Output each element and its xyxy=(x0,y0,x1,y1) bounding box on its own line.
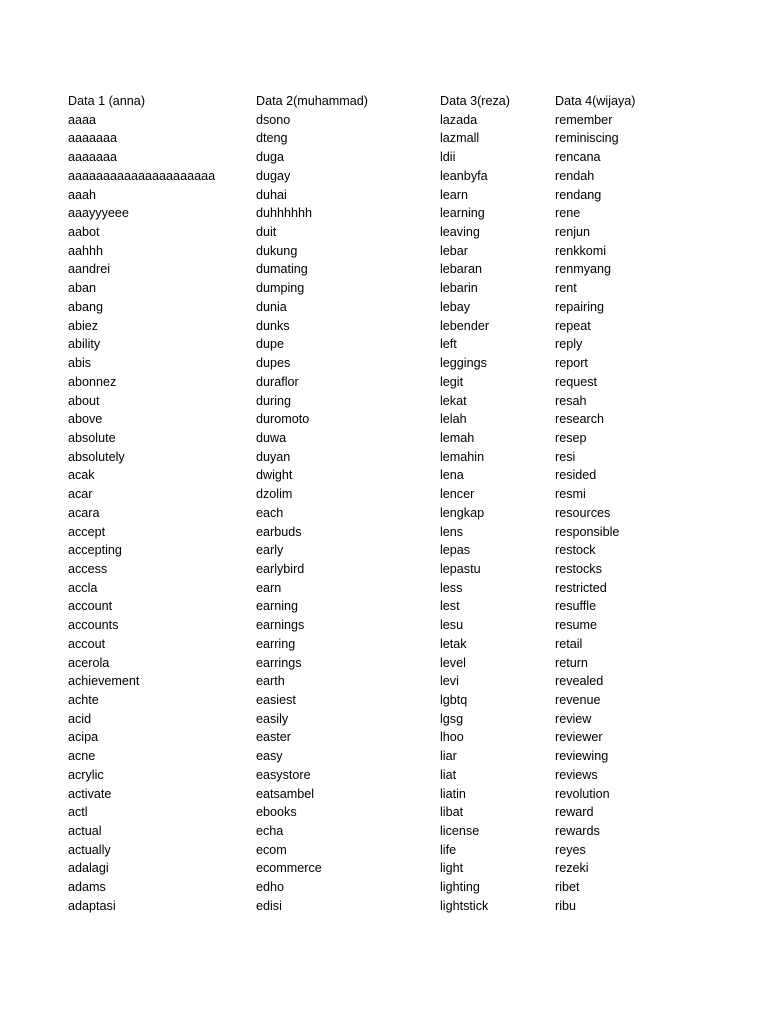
word-cell: lena xyxy=(440,468,464,483)
word-cell: left xyxy=(440,337,457,352)
word-cell: accounts xyxy=(68,618,119,633)
word-cell: duromoto xyxy=(256,412,310,427)
word-cell: ecommerce xyxy=(256,861,322,876)
word-cell: resume xyxy=(555,618,597,633)
word-cell: rezeki xyxy=(555,861,589,876)
word-cell: abang xyxy=(68,299,104,314)
word-cell: lazmall xyxy=(440,131,480,146)
word-cell: dwight xyxy=(256,468,293,483)
word-cell: acara xyxy=(68,505,100,520)
word-cell: dzolim xyxy=(256,487,293,502)
word-cell: rendah xyxy=(555,168,595,183)
word-cell: remember xyxy=(555,112,613,127)
word-cell: acrylic xyxy=(68,767,104,782)
word-cell: leanbyfa xyxy=(440,168,488,183)
word-cell: dumating xyxy=(256,262,308,277)
word-cell: aandrei xyxy=(68,262,111,277)
word-cell: acipa xyxy=(68,730,99,745)
word-cell: abis xyxy=(68,356,92,371)
word-cell: aaayyyeee xyxy=(68,206,129,221)
word-cell: lemah xyxy=(440,430,475,445)
word-cell: duwa xyxy=(256,430,287,445)
word-cell: restock xyxy=(555,543,596,558)
word-cell: duyan xyxy=(256,449,291,464)
word-cell: activate xyxy=(68,786,112,801)
word-cell: lest xyxy=(440,599,460,614)
word-cell: legit xyxy=(440,374,464,389)
word-cell: leaving xyxy=(440,225,480,240)
word-cell: rent xyxy=(555,281,577,296)
word-cell: edho xyxy=(256,880,285,895)
word-cell: achte xyxy=(68,693,99,707)
word-cell: easter xyxy=(256,730,292,745)
word-cell: duga xyxy=(256,150,285,165)
word-cell: learn xyxy=(440,187,469,202)
word-cell: earn xyxy=(256,580,282,595)
word-cell: dsono xyxy=(256,112,291,127)
word-cell: lebarin xyxy=(440,281,478,296)
word-cell: early xyxy=(256,543,284,558)
word-cell: achievement xyxy=(68,674,140,689)
word-cell: easy xyxy=(256,749,283,764)
word-cell: letak xyxy=(440,636,467,651)
word-cell: earlybird xyxy=(256,561,305,576)
word-cell: lebender xyxy=(440,318,490,333)
word-cell: learning xyxy=(440,206,485,221)
word-cell: acne xyxy=(68,749,96,764)
word-cell: rencana xyxy=(555,150,601,165)
word-cell: levi xyxy=(440,674,459,689)
word-cell: earning xyxy=(256,599,299,614)
word-cell: renkkomi xyxy=(555,243,607,258)
word-cell: accepting xyxy=(68,543,122,558)
word-cell: dumping xyxy=(256,281,305,296)
word-cell: dunks xyxy=(256,318,290,333)
word-cell: duit xyxy=(256,225,277,240)
word-cell: resided xyxy=(555,468,597,483)
word-cell: ebooks xyxy=(256,805,297,820)
word-cell: accout xyxy=(68,636,106,651)
word-cell: ribet xyxy=(555,880,580,895)
word-cell: aahhh xyxy=(68,243,104,258)
word-cell: leggings xyxy=(440,356,487,371)
word-cell: revolution xyxy=(555,786,610,801)
word-cell: actual xyxy=(68,824,102,839)
word-cell: research xyxy=(555,412,604,427)
word-cell: echa xyxy=(256,824,284,839)
word-cell: resah xyxy=(555,393,587,408)
word-cell: accla xyxy=(68,580,98,595)
word-cell: abonnez xyxy=(68,374,117,389)
word-cell: less xyxy=(440,580,463,595)
word-cell: dugay xyxy=(256,168,291,183)
word-cell: retail xyxy=(555,636,583,651)
word-cell: dunia xyxy=(256,299,287,314)
word-cell: lekat xyxy=(440,393,467,408)
word-cell: resi xyxy=(555,449,576,464)
word-cell: renjun xyxy=(555,225,591,240)
word-cell: easystore xyxy=(256,767,311,782)
word-cell: renmyang xyxy=(555,262,612,277)
column-data-1 xyxy=(68,92,215,916)
word-cell: lengkap xyxy=(440,505,485,520)
word-cell: dupes xyxy=(256,356,291,371)
word-cell: restricted xyxy=(555,580,607,595)
word-cell: reviewing xyxy=(555,749,609,764)
word-cell: repairing xyxy=(555,299,605,314)
word-cell: rewards xyxy=(555,824,600,839)
word-cell: liar xyxy=(440,749,457,764)
word-cell: reviewer xyxy=(555,730,603,745)
word-cell: earring xyxy=(256,636,296,651)
word-cell: edisi xyxy=(256,898,282,913)
column-header: Data 4(wijaya) xyxy=(555,94,636,108)
word-cell: lgsg xyxy=(440,711,464,726)
word-cell: earnings xyxy=(256,618,305,633)
word-cell: adalagi xyxy=(68,861,109,876)
word-cell: lighting xyxy=(440,880,480,895)
word-cell: lencer xyxy=(440,487,475,502)
word-cell: liatin xyxy=(440,786,466,801)
word-cell: aaaaaaa xyxy=(68,131,118,146)
word-cell: access xyxy=(68,561,108,576)
word-cell: duraflor xyxy=(256,374,299,389)
word-cell: aaaa xyxy=(68,112,97,127)
word-cell: lemahin xyxy=(440,449,485,464)
word-cell: absolute xyxy=(68,430,116,445)
word-cell: above xyxy=(68,412,103,427)
word-cell: aaaaaaa xyxy=(68,150,118,165)
word-cell: easiest xyxy=(256,693,296,707)
word-cell: rene xyxy=(555,206,581,221)
word-cell: ribu xyxy=(555,898,576,913)
word-cell: eatsambel xyxy=(256,786,315,801)
word-cell: revealed xyxy=(555,674,604,689)
word-cell: adaptasi xyxy=(68,898,116,913)
word-cell: earth xyxy=(256,674,285,689)
word-cell: resmi xyxy=(555,487,586,502)
word-cell: libat xyxy=(440,805,464,820)
word-cell: actl xyxy=(68,805,88,820)
word-cell: duhhhhhh xyxy=(256,206,313,221)
word-cell: ecom xyxy=(256,842,287,857)
word-cell: acak xyxy=(68,468,95,483)
word-cell: lens xyxy=(440,524,464,539)
word-cell: actually xyxy=(68,842,111,857)
word-cell: ability xyxy=(68,337,101,352)
word-cell: lazada xyxy=(440,112,478,127)
word-cell: level xyxy=(440,655,466,670)
word-cell: reply xyxy=(555,337,583,352)
word-cell: license xyxy=(440,824,480,839)
word-cell: reminiscing xyxy=(555,131,619,146)
word-cell: lesu xyxy=(440,618,464,633)
column-data-2 xyxy=(256,92,368,916)
word-cell: report xyxy=(555,356,588,371)
word-cell: abiez xyxy=(68,318,99,333)
word-cell: aabot xyxy=(68,225,100,240)
word-cell: reward xyxy=(555,805,594,820)
word-cell: duhai xyxy=(256,187,287,202)
word-cell: rendang xyxy=(555,187,602,202)
word-cell: earrings xyxy=(256,655,302,670)
word-cell: acid xyxy=(68,711,92,726)
word-cell: aaah xyxy=(68,187,97,202)
word-cell: account xyxy=(68,599,113,614)
word-cell: lebar xyxy=(440,243,469,258)
word-cell: lebay xyxy=(440,299,471,314)
word-cell: accept xyxy=(68,524,106,539)
word-cell: responsible xyxy=(555,524,620,539)
word-cell: dupe xyxy=(256,337,285,352)
word-cell: lelah xyxy=(440,412,467,427)
word-cell: aban xyxy=(68,281,97,296)
word-cell: lhoo xyxy=(440,730,464,745)
word-cell: review xyxy=(555,711,592,726)
word-cell: adams xyxy=(68,880,106,895)
word-cell: lightstick xyxy=(440,898,489,913)
word-cell: liat xyxy=(440,767,457,782)
word-cell: dteng xyxy=(256,131,288,146)
word-cell: request xyxy=(555,374,598,389)
word-cell: life xyxy=(440,842,457,857)
word-cell: repeat xyxy=(555,318,591,333)
word-cell: resep xyxy=(555,430,587,445)
word-cell: absolutely xyxy=(68,449,125,464)
word-cell: lepastu xyxy=(440,561,481,576)
word-cell: lebaran xyxy=(440,262,483,277)
word-cell: easily xyxy=(256,711,289,726)
column-data-4 xyxy=(555,92,636,916)
column-data-3 xyxy=(440,92,510,916)
word-cell: reyes xyxy=(555,842,586,857)
word-cell: earbuds xyxy=(256,524,302,539)
word-cell: during xyxy=(256,393,292,408)
word-cell: restocks xyxy=(555,561,602,576)
word-cell: acar xyxy=(68,487,93,502)
word-cell: resuffle xyxy=(555,599,597,614)
word-cell: about xyxy=(68,393,100,408)
word-cell: dukung xyxy=(256,243,298,258)
word-cell: resources xyxy=(555,505,611,520)
word-cell: aaaaaaaaaaaaaaaaaaaaa xyxy=(68,168,216,183)
word-cell: acerola xyxy=(68,655,110,670)
word-cell: light xyxy=(440,861,464,876)
word-cell: reviews xyxy=(555,767,598,782)
word-cell: revenue xyxy=(555,693,601,707)
column-header: Data 1 (anna) xyxy=(68,94,146,108)
word-cell: lepas xyxy=(440,543,471,558)
column-header: Data 3(reza) xyxy=(440,94,510,108)
word-cell: return xyxy=(555,655,588,670)
word-cell: each xyxy=(256,505,284,520)
column-header: Data 2(muhammad) xyxy=(256,94,368,108)
word-cell: lgbtq xyxy=(440,693,468,707)
word-cell: ldii xyxy=(440,150,456,165)
